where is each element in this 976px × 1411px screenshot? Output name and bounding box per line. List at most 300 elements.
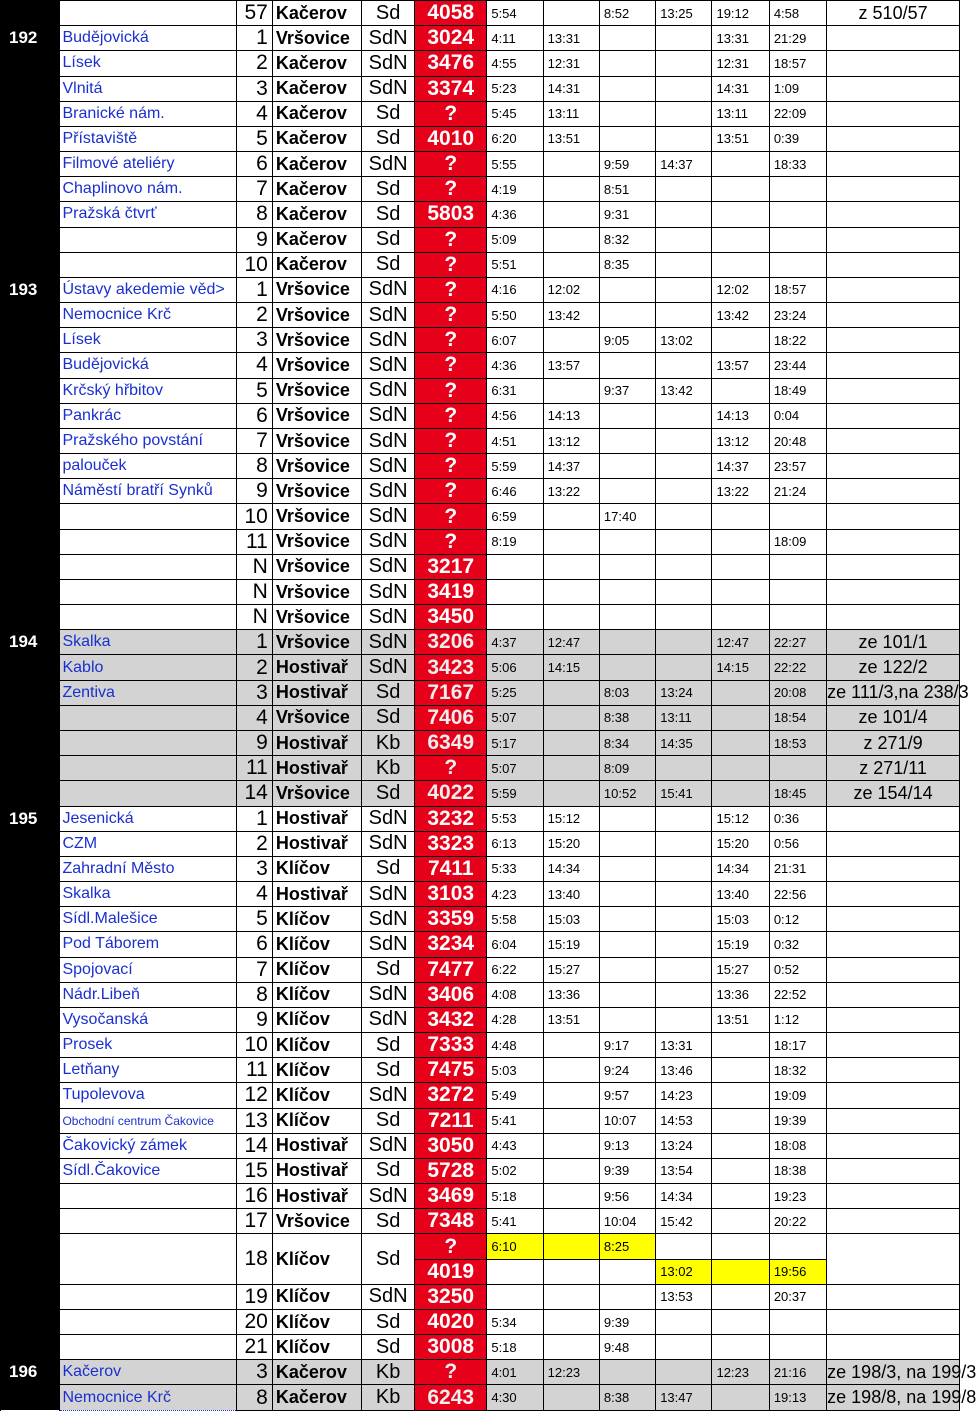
time-1: [487, 554, 543, 579]
vehicle-number: 3374: [415, 76, 487, 101]
run-number: 17: [236, 1209, 272, 1234]
transfer-note: [827, 177, 960, 202]
line-number: [1, 605, 60, 630]
time-1: 6:59: [487, 504, 543, 529]
time-6: 0:12: [769, 907, 826, 932]
vehicle-type: Sd: [362, 227, 415, 252]
run-number: N: [236, 605, 272, 630]
time-4: [656, 227, 712, 252]
time-5: 12:23: [712, 1360, 769, 1385]
vehicle-type: Sd: [362, 101, 415, 126]
line-number: [1, 1108, 60, 1133]
time-5: [712, 1335, 769, 1360]
depot-name: Vršovice: [272, 26, 361, 51]
vehicle-type: Sd: [362, 1335, 415, 1360]
time-2: [543, 705, 599, 730]
schedule-row: [1, 277, 960, 302]
vehicle-type: SdN: [362, 353, 415, 378]
time-1: 4:56: [487, 403, 543, 428]
run-number: 6: [236, 403, 272, 428]
schedule-row: [1, 730, 960, 755]
line-number: [1, 504, 60, 529]
vehicle-type: Sd: [362, 126, 415, 151]
time-4: 14:53: [656, 1108, 712, 1133]
time-3: [599, 605, 655, 630]
vehicle-number: 3024: [415, 26, 487, 51]
depot-name: Hostivař: [272, 655, 361, 680]
run-number: 11: [236, 756, 272, 781]
time-6: 23:24: [769, 303, 826, 328]
transfer-note: [827, 1335, 960, 1360]
run-number: 9: [236, 227, 272, 252]
vehicle-number: ?: [415, 454, 487, 479]
time-3: [599, 907, 655, 932]
line-number: [1, 831, 60, 856]
vehicle-type: SdN: [362, 630, 415, 655]
line-number: [1, 705, 60, 730]
time-6: 0:56: [769, 831, 826, 856]
time-2: 13:42: [543, 303, 599, 328]
schedule-row: [1, 504, 960, 529]
time-3: 8:34: [599, 730, 655, 755]
stop-name: [60, 227, 236, 252]
stop-name: Sídl.Malešice: [60, 907, 236, 932]
schedule-row: [1, 882, 960, 907]
vehicle-type: Sd: [362, 252, 415, 277]
time-3: [599, 454, 655, 479]
depot-name: Vršovice: [272, 630, 361, 655]
schedule-row: [1, 554, 960, 579]
run-number: 8: [236, 454, 272, 479]
depot-name: Vršovice: [272, 705, 361, 730]
run-number: 4: [236, 705, 272, 730]
time-3: [599, 806, 655, 831]
time-3: [599, 479, 655, 504]
run-number: 57: [236, 1, 272, 26]
run-number: 8: [236, 202, 272, 227]
stop-name: Kablo: [60, 655, 236, 680]
transfer-note: [827, 303, 960, 328]
time-5: [712, 1234, 769, 1259]
time-6: 18:33: [769, 152, 826, 177]
time-1: 5:07: [487, 756, 543, 781]
schedule-row: [1, 1360, 960, 1385]
stop-name: [60, 1234, 236, 1284]
time-4: [656, 403, 712, 428]
schedule-row: [1, 655, 960, 680]
run-number: 5: [236, 126, 272, 151]
depot-name: Hostivař: [272, 756, 361, 781]
time-6: 18:57: [769, 277, 826, 302]
time-5: [712, 328, 769, 353]
time-1: 5:07: [487, 705, 543, 730]
time-1: 5:41: [487, 1108, 543, 1133]
run-number: 14: [236, 781, 272, 806]
line-number: [1, 1033, 60, 1058]
vehicle-type: SdN: [362, 479, 415, 504]
depot-name: Hostivař: [272, 831, 361, 856]
time-4: 14:35: [656, 730, 712, 755]
vehicle-type: Sd: [362, 1033, 415, 1058]
time-6: 21:29: [769, 26, 826, 51]
vehicle-number: 3250: [415, 1284, 487, 1309]
time-5: 13:22: [712, 479, 769, 504]
time-5: [712, 529, 769, 554]
time-6: 21:24: [769, 479, 826, 504]
time-1: 6:04: [487, 932, 543, 957]
time-3: [599, 529, 655, 554]
schedule-row: [1, 76, 960, 101]
time-2: 13:22: [543, 479, 599, 504]
time-2: 15:27: [543, 957, 599, 982]
time-1: [487, 579, 543, 604]
transfer-note: [827, 1184, 960, 1209]
stop-name: Nemocnice Krč: [60, 1385, 236, 1410]
run-number: 8: [236, 982, 272, 1007]
run-number: 4: [236, 353, 272, 378]
vehicle-number: 3469: [415, 1184, 487, 1209]
transfer-note: [827, 932, 960, 957]
transfer-note: [827, 403, 960, 428]
vehicle-type: SdN: [362, 655, 415, 680]
time-3: [599, 26, 655, 51]
line-number: [1, 378, 60, 403]
line-number: [1, 454, 60, 479]
vehicle-number: 4020: [415, 1309, 487, 1334]
time-2: 14:13: [543, 403, 599, 428]
vehicle-number: 3406: [415, 982, 487, 1007]
time-3: [599, 303, 655, 328]
schedule-row: [1, 252, 960, 277]
time-5: 13:42: [712, 303, 769, 328]
run-number: 1: [236, 806, 272, 831]
vehicle-type: SdN: [362, 1007, 415, 1032]
line-number: [1, 1309, 60, 1334]
time-3: 8:25: [599, 1234, 655, 1259]
run-number: 1: [236, 630, 272, 655]
line-number: 192: [1, 26, 60, 51]
depot-name: Klíčov: [272, 907, 361, 932]
time-5: [712, 202, 769, 227]
schedule-row: [1, 1385, 960, 1410]
time-5: [712, 1083, 769, 1108]
time-1: 6:07: [487, 328, 543, 353]
time-3: 9:17: [599, 1033, 655, 1058]
time-5: [712, 378, 769, 403]
time-1: 5:55: [487, 152, 543, 177]
line-number: [1, 1234, 60, 1284]
schedule-row: [1, 932, 960, 957]
time-4: [656, 126, 712, 151]
transfer-note: [827, 1033, 960, 1058]
time-4: [656, 806, 712, 831]
schedule-row: [1, 1234, 960, 1259]
time-4: 13:31: [656, 1033, 712, 1058]
run-number: 8: [236, 1385, 272, 1410]
depot-name: Kačerov: [272, 76, 361, 101]
stop-name: Krčský hřbitov: [60, 378, 236, 403]
transfer-note: [827, 1108, 960, 1133]
time-5: [712, 1108, 769, 1133]
vehicle-number: 7406: [415, 705, 487, 730]
time-4: [656, 856, 712, 881]
run-number: 4: [236, 882, 272, 907]
time-5: [712, 605, 769, 630]
stop-name: CZM: [60, 831, 236, 856]
schedule-row: [1, 428, 960, 453]
depot-name: Klíčov: [272, 957, 361, 982]
time-1: 5:45: [487, 101, 543, 126]
time-5: [712, 152, 769, 177]
line-number: [1, 1158, 60, 1183]
time-6: 23:57: [769, 454, 826, 479]
time-3: [599, 126, 655, 151]
time-6: [769, 554, 826, 579]
time-5: [712, 756, 769, 781]
time-6: 0:52: [769, 957, 826, 982]
time-4: [656, 1335, 712, 1360]
time-3: 9:57: [599, 1083, 655, 1108]
depot-name: Klíčov: [272, 856, 361, 881]
run-number: 14: [236, 1133, 272, 1158]
stop-name: [60, 730, 236, 755]
time-6: [769, 1234, 826, 1259]
transfer-note: [827, 26, 960, 51]
time-4: [656, 26, 712, 51]
time-5: 14:13: [712, 403, 769, 428]
transfer-note: [827, 1133, 960, 1158]
schedule-row: [1, 579, 960, 604]
transfer-note: [827, 1309, 960, 1334]
time-6: 21:31: [769, 856, 826, 881]
time-2: [543, 227, 599, 252]
schedule-row: [1, 806, 960, 831]
vehicle-number: 4058: [415, 1, 487, 26]
time-6: 22:52: [769, 982, 826, 1007]
time-2: 14:15: [543, 655, 599, 680]
vehicle-type: SdN: [362, 428, 415, 453]
time-1: 4:01: [487, 1360, 543, 1385]
depot-name: Vršovice: [272, 504, 361, 529]
time-2: [543, 680, 599, 705]
time-6: 19:39: [769, 1108, 826, 1133]
vehicle-number: ?: [415, 378, 487, 403]
time-5: [712, 227, 769, 252]
time-4: [656, 303, 712, 328]
time-6: 18:49: [769, 378, 826, 403]
vehicle-type: Sd: [362, 705, 415, 730]
time-3: 17:40: [599, 504, 655, 529]
time-2: [543, 152, 599, 177]
depot-name: Kačerov: [272, 51, 361, 76]
vehicle-number: 3206: [415, 630, 487, 655]
schedule-row: [1, 454, 960, 479]
run-number: 6: [236, 932, 272, 957]
run-number: 15: [236, 1158, 272, 1183]
stop-name: [60, 529, 236, 554]
schedule-row: [1, 227, 960, 252]
line-number: [1, 428, 60, 453]
stop-name: Chaplinovo nám.: [60, 177, 236, 202]
time-3: [599, 1360, 655, 1385]
vehicle-number: 4022: [415, 781, 487, 806]
schedule-row: [1, 1033, 960, 1058]
time-3: [599, 1284, 655, 1309]
time-3: 10:04: [599, 1209, 655, 1234]
time-2: [543, 328, 599, 353]
depot-name: Kačerov: [272, 1, 361, 26]
stop-name: Branické nám.: [60, 101, 236, 126]
time-3: [599, 353, 655, 378]
time-1: 4:16: [487, 277, 543, 302]
transfer-note: [827, 277, 960, 302]
time-4: [656, 529, 712, 554]
time-6: 18:38: [769, 1158, 826, 1183]
time-6: 18:17: [769, 1033, 826, 1058]
run-number: 7: [236, 957, 272, 982]
line-number: [1, 76, 60, 101]
depot-name: Klíčov: [272, 1083, 361, 1108]
line-number: [1, 856, 60, 881]
run-number: N: [236, 554, 272, 579]
time-2: [543, 579, 599, 604]
time-2: [543, 1058, 599, 1083]
stop-name: [60, 1, 236, 26]
stop-name: Letňany: [60, 1058, 236, 1083]
vehicle-number: 4010: [415, 126, 487, 151]
vehicle-type: SdN: [362, 403, 415, 428]
transfer-note: ze 101/4: [827, 705, 960, 730]
time-2: 14:37: [543, 454, 599, 479]
time-3: 10:07: [599, 1108, 655, 1133]
time-1: 4:37: [487, 630, 543, 655]
schedule-row: [1, 705, 960, 730]
vehicle-type: SdN: [362, 378, 415, 403]
time-1: 4:36: [487, 353, 543, 378]
vehicle-type: SdN: [362, 454, 415, 479]
time-1: 6:20: [487, 126, 543, 151]
time-3: [599, 957, 655, 982]
time-6: 22:27: [769, 630, 826, 655]
schedule-body: [1, 1, 976, 1411]
vehicle-number: 4019: [415, 1259, 487, 1284]
stop-name: Zahradní Město: [60, 856, 236, 881]
time-5: 12:47: [712, 630, 769, 655]
time-4: 13:02: [656, 1259, 712, 1284]
transfer-note: ze 111/3,na 238/3: [827, 680, 960, 705]
time-6: 0:36: [769, 806, 826, 831]
time-4: 15:42: [656, 1209, 712, 1234]
vehicle-number: 3450: [415, 605, 487, 630]
time-6: 1:09: [769, 76, 826, 101]
time-6: 22:56: [769, 882, 826, 907]
time-3: [599, 856, 655, 881]
stop-name: Obchodní centrum Čakovice: [60, 1108, 236, 1133]
time-5: 14:31: [712, 76, 769, 101]
schedule-row: [1, 856, 960, 881]
transfer-note: [827, 454, 960, 479]
vehicle-type: Sd: [362, 1234, 415, 1284]
time-1: 6:10: [487, 1234, 543, 1259]
time-5: [712, 1058, 769, 1083]
run-number: 18: [236, 1234, 272, 1284]
time-4: [656, 655, 712, 680]
stop-name: Filmové ateliéry: [60, 152, 236, 177]
line-number: [1, 1083, 60, 1108]
time-6: [769, 504, 826, 529]
schedule-row: [1, 303, 960, 328]
transfer-note: [827, 1158, 960, 1183]
time-4: 13:53: [656, 1284, 712, 1309]
transfer-note: [827, 353, 960, 378]
transfer-note: [827, 504, 960, 529]
vehicle-type: Sd: [362, 202, 415, 227]
stop-name: Lísek: [60, 51, 236, 76]
line-number: [1, 756, 60, 781]
stop-name: Skalka: [60, 882, 236, 907]
stop-name: Kačerov: [60, 1360, 236, 1385]
depot-name: Klíčov: [272, 1007, 361, 1032]
time-6: 18:45: [769, 781, 826, 806]
schedule-row: [1, 378, 960, 403]
stop-name: Pražská čtvrť: [60, 202, 236, 227]
time-2: 13:11: [543, 101, 599, 126]
time-6: [769, 756, 826, 781]
transfer-note: z 510/57: [827, 1, 960, 26]
transfer-note: [827, 227, 960, 252]
time-5: 15:19: [712, 932, 769, 957]
time-3: 9:24: [599, 1058, 655, 1083]
time-2: [543, 1108, 599, 1133]
line-number: [1, 1209, 60, 1234]
time-4: [656, 177, 712, 202]
line-number: [1, 1007, 60, 1032]
time-6: 20:08: [769, 680, 826, 705]
time-6: 19:13: [769, 1385, 826, 1410]
schedule-row: [1, 781, 960, 806]
transfer-note: [827, 856, 960, 881]
time-5: [712, 1209, 769, 1234]
time-5: 15:12: [712, 806, 769, 831]
time-3: 8:09: [599, 756, 655, 781]
transfer-note: ze 198/8, na 199/8: [827, 1385, 960, 1410]
stop-name: Vlnitá: [60, 76, 236, 101]
time-6: [769, 252, 826, 277]
vehicle-number: ?: [415, 504, 487, 529]
time-1: 5:49: [487, 1083, 543, 1108]
transfer-note: [827, 907, 960, 932]
vehicle-type: SdN: [362, 882, 415, 907]
time-2: 15:19: [543, 932, 599, 957]
vehicle-type: Sd: [362, 1209, 415, 1234]
time-3: [599, 1259, 655, 1284]
vehicle-type: Sd: [362, 957, 415, 982]
schedule-row: [1, 680, 960, 705]
depot-name: Hostivař: [272, 806, 361, 831]
vehicle-number: 6243: [415, 1385, 487, 1410]
vehicle-type: SdN: [362, 76, 415, 101]
line-number: [1, 982, 60, 1007]
time-4: [656, 932, 712, 957]
time-1: 8:19: [487, 529, 543, 554]
transfer-note: [827, 126, 960, 151]
time-3: 8:35: [599, 252, 655, 277]
time-2: [543, 730, 599, 755]
line-number: [1, 252, 60, 277]
time-1: 4:11: [487, 26, 543, 51]
line-number: [1, 529, 60, 554]
time-1: 4:19: [487, 177, 543, 202]
